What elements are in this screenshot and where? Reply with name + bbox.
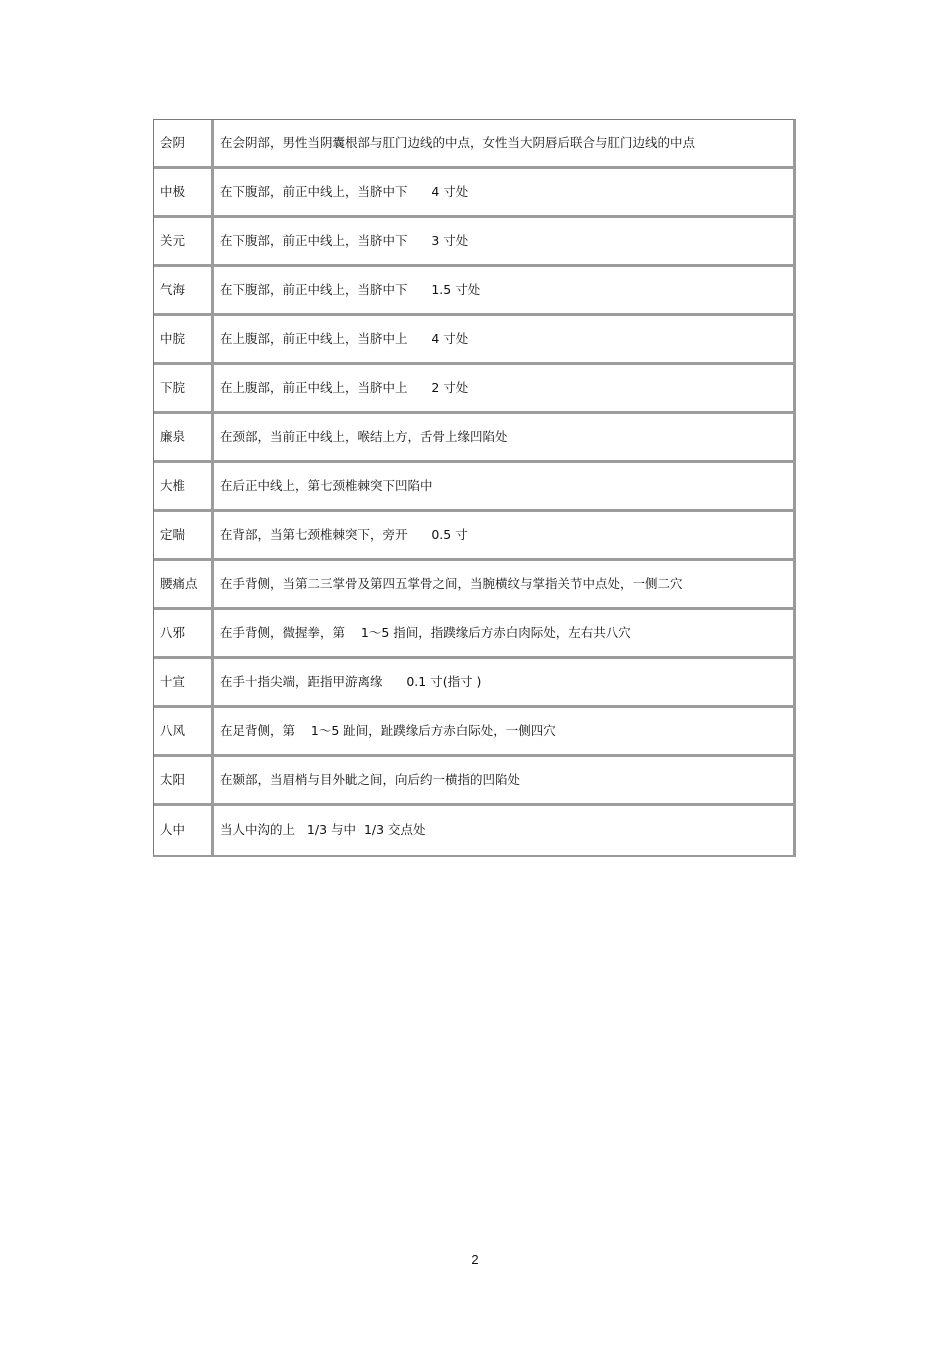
acupoint-name-cell: 气海 (154, 267, 214, 316)
acupoint-location-cell: 在手十指尖端，距指甲游离缘 0.1 寸(指寸 ) (214, 659, 793, 708)
acupoint-location-cell: 在手背侧，当第二三掌骨及第四五掌骨之间，当腕横纹与掌指关节中点处，一侧二穴 (214, 561, 793, 610)
acupoint-name-cell: 人中 (154, 806, 214, 855)
acupoint-location-cell: 在下腹部，前正中线上，当脐中下 3 寸处 (214, 218, 793, 267)
acupoint-name-cell: 下脘 (154, 365, 214, 414)
acupoint-location-cell: 在颈部，当前正中线上，喉结上方，舌骨上缘凹陷处 (214, 414, 793, 463)
table-row (154, 708, 793, 757)
table-row (154, 169, 793, 218)
acupoint-location-cell: 在手背侧，微握拳，第 1～5 指间，指蹼缘后方赤白肉际处，左右共八穴 (214, 610, 793, 659)
acupoint-location-cell: 在颞部，当眉梢与目外眦之间，向后约一横指的凹陷处 (214, 757, 793, 806)
acupoint-name-cell: 中脘 (154, 316, 214, 365)
table-row (154, 806, 793, 855)
table-row (154, 218, 793, 267)
table-row (154, 316, 793, 365)
acupoint-name-cell: 定喘 (154, 512, 214, 561)
acupoint-name-cell: 八邪 (154, 610, 214, 659)
acupoint-name-cell: 腰痛点 (154, 561, 214, 610)
acupoint-name-cell: 太阳 (154, 757, 214, 806)
acupoint-name-cell: 廉泉 (154, 414, 214, 463)
table-row (154, 120, 793, 169)
acupoint-location-cell: 在会阴部，男性当阴囊根部与肛门边线的中点，女性当大阴唇后联合与肛门边线的中点 (214, 120, 793, 169)
page-number: 2 (471, 1252, 479, 1267)
acupoint-name-cell: 中极 (154, 169, 214, 218)
acupoint-name-cell: 会阴 (154, 120, 214, 169)
acupoint-name-cell: 八风 (154, 708, 214, 757)
table-row (154, 512, 793, 561)
acupoint-table-body (154, 120, 793, 855)
acupoint-location-cell: 当人中沟的上 1/3 与中 1/3 交点处 (220, 822, 426, 838)
table-row (154, 757, 793, 806)
table-row (154, 267, 793, 316)
acupoint-location-cell: 在背部，当第七颈椎棘突下，旁开 0.5 寸 (214, 512, 793, 561)
table-row (154, 659, 793, 708)
acupoint-location-cell: 在后正中线上，第七颈椎棘突下凹陷中 (214, 463, 793, 512)
acupoint-name-cell: 关元 (154, 218, 214, 267)
acupoint-location-cell: 在上腹部，前正中线上，当脐中上 4 寸处 (214, 316, 793, 365)
table-row (154, 463, 793, 512)
table-row (154, 414, 793, 463)
acupoint-location-cell: 在下腹部，前正中线上，当脐中下 1.5 寸处 (214, 267, 793, 316)
acupoint-location-cell: 在上腹部，前正中线上，当脐中上 2 寸处 (214, 365, 793, 414)
table-row (154, 610, 793, 659)
acupoint-name-cell: 大椎 (154, 463, 214, 512)
table-row (154, 365, 793, 414)
acupoint-table (153, 119, 796, 857)
acupoint-location-cell: 在下腹部，前正中线上，当脐中下 4 寸处 (214, 169, 793, 218)
acupoint-name-cell: 十宣 (154, 659, 214, 708)
table-row (154, 561, 793, 610)
acupoint-location-cell: 在足背侧，第 1～5 趾间，趾蹼缘后方赤白际处，一侧四穴 (214, 708, 793, 757)
